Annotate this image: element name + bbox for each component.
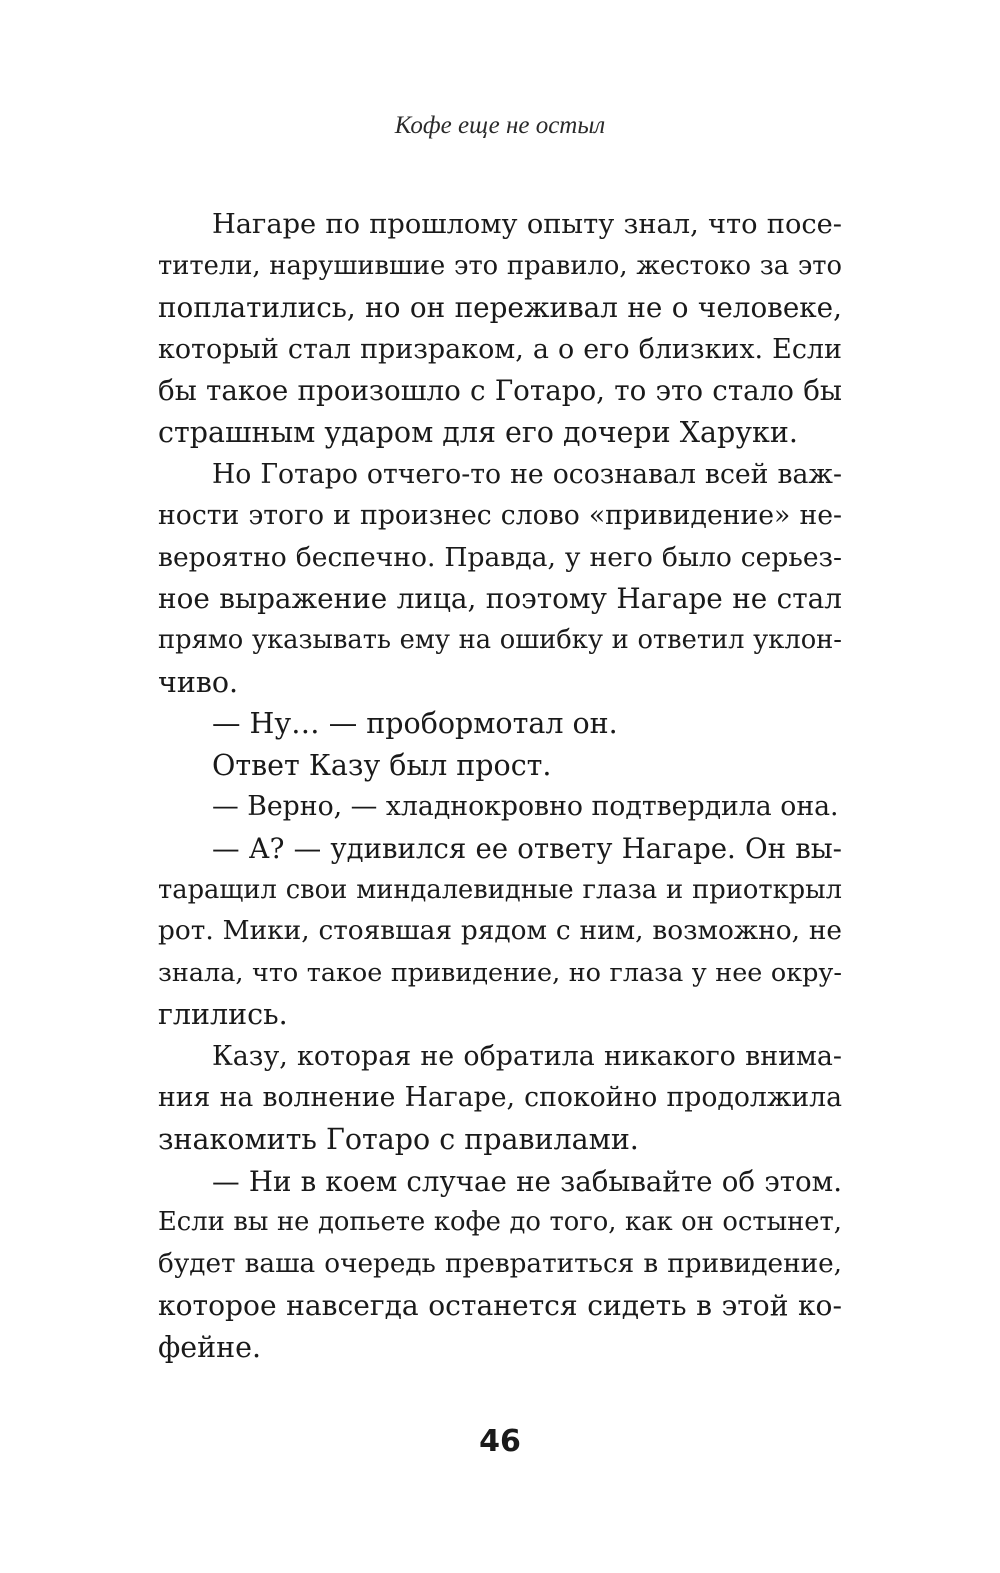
text-line: прямо указывать ему на ошибку и ответил уклон-: [158, 624, 842, 655]
text-line: ное выражение лица, поэтому Нагаре не стал: [158, 582, 842, 616]
text-line: Но Готаро отчего-то не осознавал всей важ-: [212, 458, 842, 490]
text-line: бы такое произошло с Готаро, то это стало бы: [158, 374, 842, 408]
text-line: поплатились, но он переживал не о человеке,: [158, 291, 842, 325]
text-line: которое навсегда останется сидеть в этой ко-: [158, 1289, 842, 1323]
text-line: фейне.: [158, 1331, 262, 1365]
text-line: Если вы не допьете кофе до того, как он остынет,: [158, 1207, 842, 1238]
text-line: Нагаре по прошлому опыту знал, что посе-: [212, 209, 842, 240]
text-line: страшным ударом для его дочери Харуки.: [158, 415, 798, 449]
text-line: ния на волнение Нагаре, спокойно продолжила: [158, 1082, 842, 1114]
text-line: будет ваша очередь превратиться в привидение,: [158, 1248, 842, 1279]
text-line: рот. Мики, стоявшая рядом с ним, возможно, не: [158, 916, 842, 947]
running-head: Кофе еще не остыл: [394, 112, 606, 139]
text-line: вероятно беспечно. Правда, у него было серьез-: [158, 541, 842, 573]
text-line: Ответ Казу был прост.: [212, 748, 552, 782]
text-line: глились.: [158, 998, 288, 1032]
text-line: чиво.: [158, 665, 239, 699]
text-line: ности этого и произнес слово «привидение» не-: [158, 500, 842, 532]
text-line: — А? — удивился ее ответу Нагаре. Он вы-: [212, 831, 842, 865]
text-line: — Ни в коем случае не забывайте об этом.: [212, 1164, 842, 1198]
text-line: знакомить Готаро с правилами.: [158, 1123, 639, 1157]
page-number: 46: [479, 1424, 521, 1459]
text-line: знала, что такое привидение, но глаза у нее окру-: [158, 957, 842, 988]
text-line: который стал призраком, а о его близких. Если: [158, 333, 842, 365]
text-line: таращил свои миндалевидные глаза и приоткрыл: [158, 874, 842, 905]
text-line: тители, нарушившие это правило, жестоко за это: [158, 250, 842, 281]
text-line: — Верно, — хладнокровно подтвердила она.: [212, 791, 839, 823]
text-line: — Ну… — пробормотал он.: [212, 707, 618, 741]
body-text: [158, 204, 842, 1369]
text-line: Казу, которая не обратила никакого внима-: [212, 1040, 842, 1072]
